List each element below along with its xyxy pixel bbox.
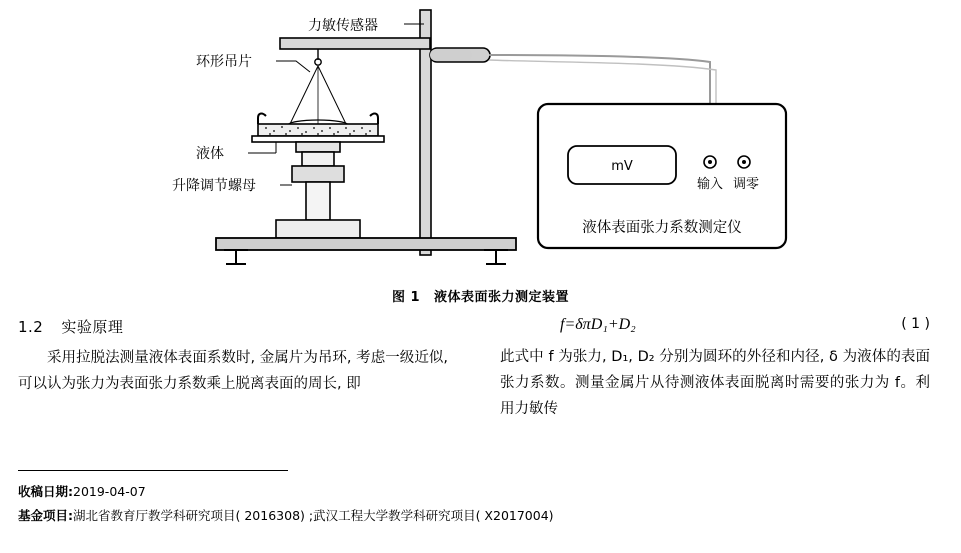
right-column [500, 316, 930, 422]
section-number: 1.2 [18, 318, 44, 336]
equation-line [500, 316, 930, 344]
footnote-fund-label: 基金项目: [18, 508, 73, 523]
footnote-divider [18, 470, 288, 471]
base-plate [216, 238, 516, 250]
label-force-sensor: 力敏传感器 [308, 18, 378, 34]
platform-column [302, 152, 334, 166]
terminal-zero-dot [742, 160, 746, 164]
footnote-received-date [18, 480, 948, 504]
leveling-feet [224, 250, 508, 264]
lower-column [306, 182, 330, 220]
footnote-date-label: 收稿日期: [18, 484, 73, 499]
force-sensor-shade [430, 49, 472, 61]
adjust-nut [292, 166, 344, 182]
cross-arm-left [280, 38, 430, 49]
label-instrument-title: 液体表面张力系数测定仪 [582, 220, 742, 236]
label-ring: 环形吊片 [196, 54, 252, 70]
base-block [276, 220, 360, 238]
left-column [18, 316, 448, 397]
label-liquid: 液体 [196, 146, 224, 162]
right-paragraph: 此式中 f 为张力, D₁, D₂ 分别为圆环的外径和内径, δ 为液体的表面张力系数。测量金属片从待测液体表面脱离时需要的张力为 f。利用力敏传 [500, 349, 930, 417]
left-paragraph: 采用拉脱法测量液体表面系数时, 金属片为吊环, 考虑一级近似, 可以认为张力为表面张力系数乘上脱离表面的周长, 即 [18, 350, 448, 392]
label-adjust-nut: 升降调节螺母 [172, 178, 256, 194]
section-heading [18, 316, 448, 337]
footnote-fund-value: 湖北省教育厅教学科研究项目( 2016308) ;武汉工程大学教学科研究项目( X2017004) [73, 508, 554, 523]
footnote-block [18, 480, 948, 528]
platform-top [296, 142, 340, 152]
equation-1: f=δπD₁+D₂ [560, 316, 636, 333]
footnote-fund [18, 504, 948, 528]
figure-caption-text: 液体表面张力测定装置 [434, 290, 570, 305]
section-title: 实验原理 [61, 318, 124, 336]
figure-caption [0, 286, 961, 305]
terminal-input-dot [708, 160, 712, 164]
equation-1-number: ( 1 ) [901, 316, 930, 332]
dish-lip-right [370, 114, 378, 124]
figure-caption-label: 图 1 [391, 290, 421, 305]
body-columns [0, 316, 961, 466]
dish-rim [252, 136, 384, 142]
display-unit-mv: mV [611, 159, 633, 174]
leader-ring [276, 61, 310, 72]
footnote-date-value: 2019-04-07 [73, 484, 146, 499]
label-zero-adjust: 调零 [732, 177, 760, 192]
label-input: 输入 [696, 177, 724, 192]
dish-lip-left [258, 114, 266, 124]
